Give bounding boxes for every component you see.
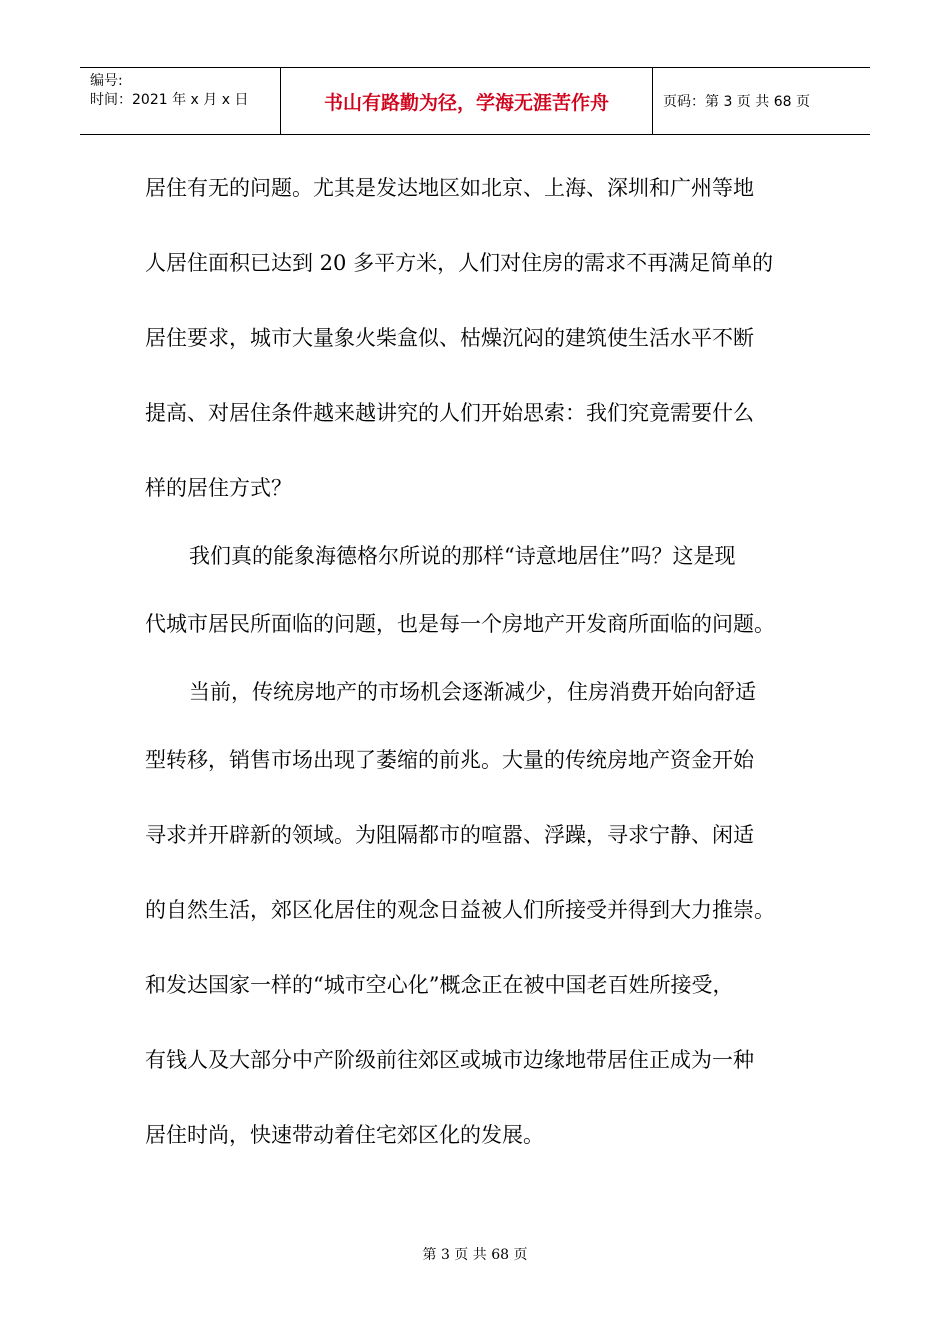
text-line: 居住有无的问题。尤其是发达地区如北京、上海、深圳和广州等地 bbox=[145, 176, 754, 200]
document-body bbox=[145, 166, 810, 1188]
text-line: 寻求并开辟新的领域。为阻隔都市的喧嚣、浮躁，寻求宁静、闲适 bbox=[145, 823, 754, 847]
text-line: 居住要求，城市大量象火柴盒似、枯燥沉闷的建筑使生活水平不断 bbox=[145, 326, 754, 350]
number-label: 编号: bbox=[90, 73, 123, 89]
text-line: 代城市居民所面临的问题，也是每一个房地产开发商所面临的问题。 bbox=[145, 612, 775, 636]
text-line: 的自然生活，郊区化居住的观念日益被人们所接受并得到大力推崇。 bbox=[145, 898, 775, 922]
text-line: 当前，传统房地产的市场机会逐渐减少，住房消费开始向舒适 bbox=[189, 680, 756, 704]
date-label: 时间：2021 年 x 月 x 日 bbox=[90, 92, 249, 108]
text-line: 有钱人及大部分中产阶级前往郊区或城市边缘地带居住正成为一种 bbox=[145, 1048, 754, 1072]
text-line: 人居住面积已达到 20 多平方米，人们对住房的需求不再满足简单的 bbox=[145, 251, 774, 275]
text-line: 样的居住方式？ bbox=[145, 476, 292, 500]
text-line: 和发达国家一样的“城市空心化”概念正在被中国老百姓所接受， bbox=[145, 973, 734, 997]
text-line: 我们真的能象海德格尔所说的那样“诗意地居住”吗？这是现 bbox=[189, 544, 736, 568]
header-motto: 书山有路勤为径，学海无涯苦作舟 bbox=[281, 68, 653, 134]
text-line: 型转移，销售市场出现了萎缩的前兆。大量的传统房地产资金开始 bbox=[145, 748, 754, 772]
header-page-info: 页码：第 3 页 共 68 页 bbox=[663, 94, 810, 110]
text-line: 居住时尚，快速带动着住宅郊区化的发展。 bbox=[145, 1123, 544, 1147]
header-meta bbox=[80, 68, 281, 134]
text-line: 提高、对居住条件越来越讲究的人们开始思索：我们究竟需要什么 bbox=[145, 401, 754, 425]
page-footer: 第 3 页 共 68 页 bbox=[422, 1247, 528, 1263]
page-header bbox=[80, 67, 870, 135]
